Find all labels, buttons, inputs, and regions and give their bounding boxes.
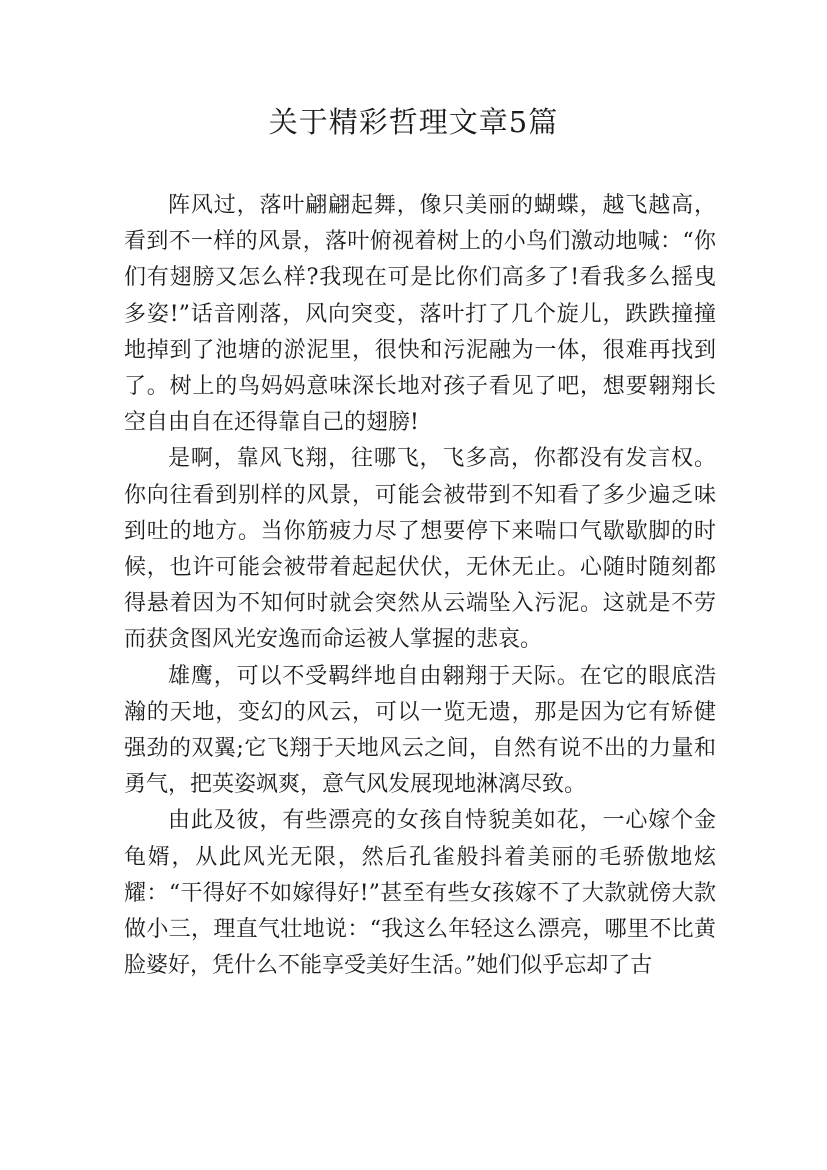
paragraph-3: 雄鹰，可以不受羁绊地自由翱翔于天际。在它的眼底浩瀚的天地，变幻的风云，可以一览无遗，那是因为它有矫健强劲的双翼;它飞翔于天地风云之间，自然有说不出的力量和勇气，把英姿飒爽，意气风发展现地淋漓尽致。 <box>124 663 716 798</box>
paragraph-1: 阵风过，落叶翩翩起舞，像只美丽的蝴蝶，越飞越高，看到不一样的风景，落叶俯视着树上的小鸟们激动地喊：“你们有翅膀又怎么样?我现在可是比你们高多了!看我多么摇曳多姿!”话音刚落，风向突变，落叶打了几个旋儿，跌跌撞撞地掉到了池塘的淤泥里，很快和污泥融为一体，很难再找到了。树上的鸟妈妈意味深长地对孩子看见了吧，想要翱翔长空自由自在还得靠自己的翅膀! <box>124 193 716 436</box>
document-body <box>124 188 716 984</box>
paragraph-2: 是啊，靠风飞翔，往哪飞，飞多高，你都没有发言权。你向往看到别样的风景，可能会被带到不知看了多少遍乏味到吐的地方。当你筋疲力尽了想要停下来喘口气歇歇脚的时候，也许可能会被带着起起伏伏，无休无止。心随时随刻都得悬着因为不知何时就会突然从云端坠入污泥。这就是不劳而获贪图风光安逸而命运被人掌握的悲哀。 <box>124 446 716 653</box>
document-title: 关于精彩哲理文章5篇 <box>268 105 559 139</box>
paragraph-4: 由此及彼，有些漂亮的女孩自恃貌美如花，一心嫁个金龟婿，从此风光无限，然后孔雀般抖着美丽的毛骄傲地炫耀：“干得好不如嫁得好!”甚至有些女孩嫁不了大款就傍大款做小三，理直气壮地说：“我这么年轻这么漂亮，哪里不比黄脸婆好，凭什么不能享受美好生活。”她们似乎忘却了古 <box>124 808 716 979</box>
